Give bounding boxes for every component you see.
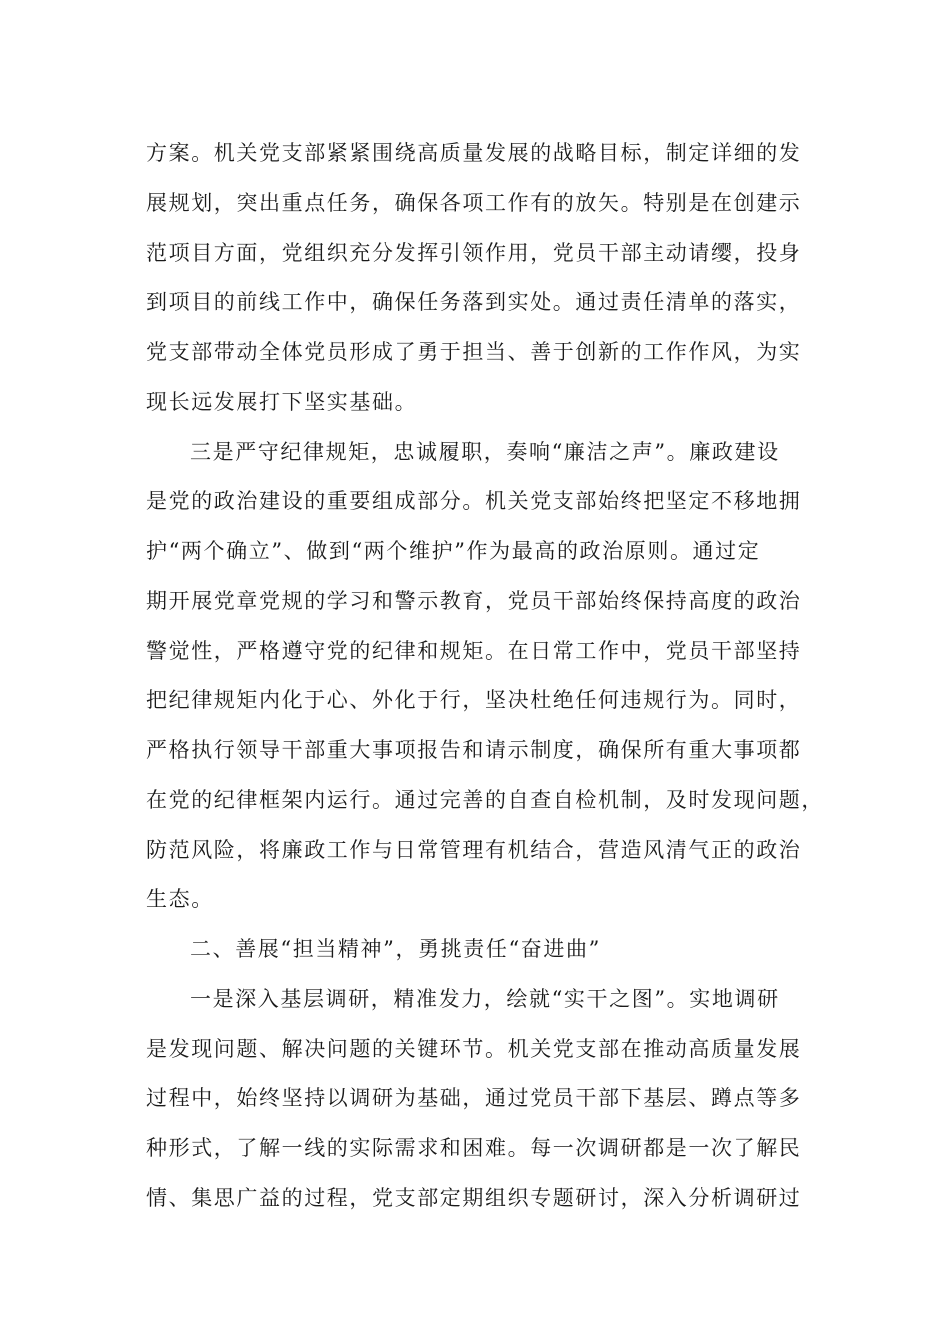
paragraph-start-line: 一是深入基层调研，精准发力，绘就“实干之图”。实地调研 — [190, 986, 780, 1011]
text-line: 护“两个确立”、做到“两个维护”作为最高的政治原则。通过定 — [146, 539, 761, 563]
text-line: 种形式，了解一线的实际需求和困难。每一次调研都是一次了解民 — [146, 1136, 802, 1160]
text-line: 生态。 — [146, 887, 214, 912]
body-text — [146, 129, 824, 1224]
text-line: 现长远发展打下坚实基础。 — [146, 389, 418, 414]
text-line: 把纪律规矩内化于心、外化于行，坚决杜绝任何违规行为。同时， — [146, 688, 802, 713]
text-line: 是发现问题、解决问题的关键环节。机关党支部在推动高质量发展 — [146, 1036, 802, 1061]
section-heading: 二、善展“担当精神”，勇挑责任“奋进曲” — [190, 937, 601, 961]
text-line: 防范风险，将廉政工作与日常管理有机结合，营造风清气正的政治 — [146, 837, 802, 862]
text-line: 是党的政治建设的重要组成部分。机关党支部始终把坚定不移地拥 — [146, 489, 802, 514]
text-line: 方案。机关党支部紧紧围绕高质量发展的战略目标，制定详细的发 — [146, 141, 802, 165]
text-line: 警觉性，严格遵守党的纪律和规矩。在日常工作中，党员干部坚持 — [146, 638, 802, 663]
text-line: 期开展党章党规的学习和警示教育，党员干部始终保持高度的政治 — [146, 588, 802, 613]
text-line: 范项目方面，党组织充分发挥引领作用，党员干部主动请缨，投身 — [146, 240, 802, 265]
paragraph-start-line: 三是严守纪律规矩，忠诚履职，奏响“廉洁之声”。廉政建设 — [190, 439, 780, 464]
text-line: 严格执行领导干部重大事项报告和请示制度，确保所有重大事项都 — [146, 738, 802, 762]
text-line: 到项目的前线工作中，确保任务落到实处。通过责任清单的落实， — [146, 290, 802, 315]
text-line: 在党的纪律框架内运行。通过完善的自查自检机制，及时发现问题， — [146, 787, 824, 812]
text-line: 党支部带动全体党员形成了勇于担当、善于创新的工作作风，为实 — [146, 340, 802, 364]
text-line: 过程中，始终坚持以调研为基础，通过党员干部下基层、蹲点等多 — [146, 1086, 802, 1111]
text-line: 展规划，突出重点任务，确保各项工作有的放矢。特别是在创建示 — [146, 190, 802, 215]
text-line: 情、集思广益的过程，党支部定期组织专题研讨，深入分析调研过 — [146, 1185, 802, 1210]
